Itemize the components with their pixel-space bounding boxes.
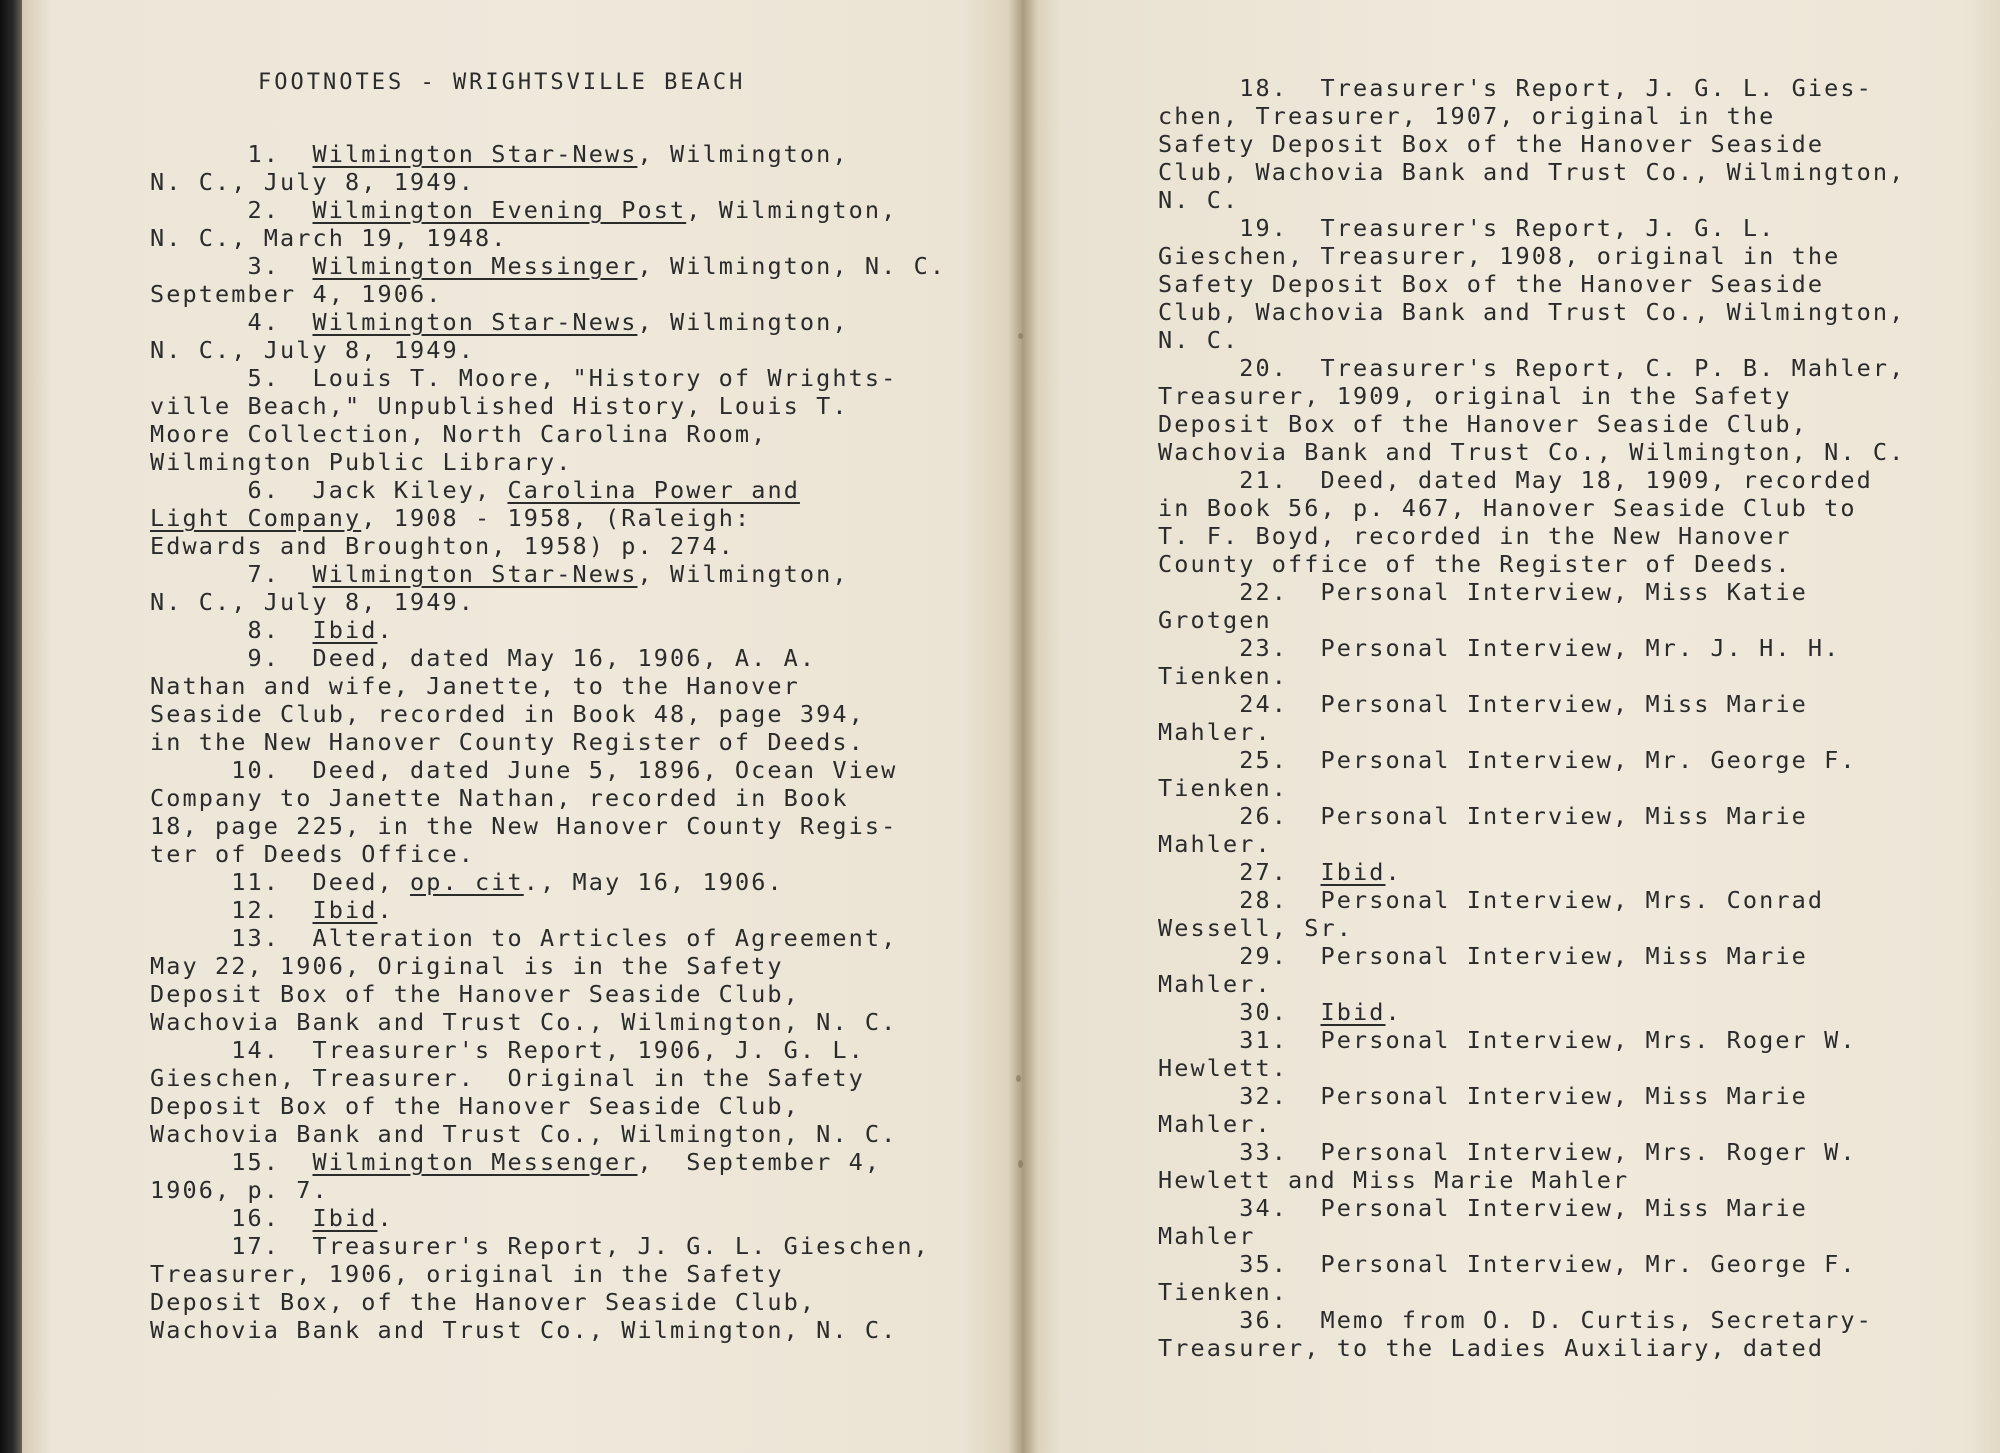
footnote-text: Gieschen, Treasurer. Original in the Safety <box>150 1064 865 1092</box>
footnote-text: 29. Personal Interview, Miss Marie <box>1158 942 1808 970</box>
footnote-line <box>150 1064 946 1092</box>
footnote-text: chen, Treasurer, 1907, original in the <box>1158 102 1776 130</box>
footnote-text: 26. Personal Interview, Miss Marie <box>1158 802 1808 830</box>
footnote-line <box>1158 718 1905 746</box>
footnote-line <box>150 1092 946 1120</box>
footnote-text: ter of Deeds Office. <box>150 840 475 868</box>
footnote-text: 20. Treasurer's Report, C. P. B. Mahler, <box>1158 354 1906 382</box>
footnote-line <box>1158 326 1905 354</box>
underlined-citation: Ibid <box>1320 858 1386 886</box>
footnote-line <box>1158 102 1905 130</box>
footnote-text: T. F. Boyd, recorded in the New Hanover <box>1158 522 1792 550</box>
footnote-text: Treasurer, 1906, original in the Safety <box>150 1260 784 1288</box>
footnote-line <box>150 672 946 700</box>
footnote-line <box>1158 298 1905 326</box>
footnote-line <box>150 336 946 364</box>
footnote-text: 27. <box>1158 858 1321 886</box>
footnote-line <box>1158 886 1905 914</box>
right-page <box>1022 0 2000 1453</box>
footnote-text: Deposit Box, of the Hanover Seaside Club, <box>150 1288 817 1316</box>
footnote-text: 10. Deed, dated June 5, 1896, Ocean View <box>150 756 898 784</box>
footnote-line <box>1158 158 1905 186</box>
footnote-text: . <box>377 616 394 644</box>
footnote-text: , September 4, <box>637 1148 882 1176</box>
footnote-line <box>1158 74 1905 102</box>
footnote-text: Safety Deposit Box of the Hanover Seaside <box>1158 270 1825 298</box>
footnote-text: N. C., July 8, 1949. <box>150 336 475 364</box>
footnote-text: 1906, p. 7. <box>150 1176 329 1204</box>
left-page <box>22 0 1022 1453</box>
footnote-text: Moore Collection, North Carolina Room, <box>150 420 768 448</box>
underlined-citation: Ibid <box>312 1204 378 1232</box>
footnote-text: Wachovia Bank and Trust Co., Wilmington, N. C. <box>150 1120 898 1148</box>
footnote-text: 12. <box>150 896 313 924</box>
footnote-line <box>150 700 946 728</box>
paper-speck <box>1018 333 1023 339</box>
footnote-text: ville Beach," Unpublished History, Louis T. <box>150 392 849 420</box>
footnote-line <box>150 196 946 224</box>
footnote-text: Deposit Box of the Hanover Seaside Club, <box>150 1092 800 1120</box>
paper-speck <box>1018 1160 1023 1168</box>
footnote-text: 2. <box>150 196 313 224</box>
footnote-text: Edwards and Broughton, 1958) p. 274. <box>150 532 735 560</box>
footnote-line <box>150 840 946 868</box>
footnote-text: 34. Personal Interview, Miss Marie <box>1158 1194 1808 1222</box>
footnote-line <box>150 868 946 896</box>
book-cover-edge <box>0 0 22 1453</box>
footnote-line <box>1158 410 1905 438</box>
footnote-line <box>1158 1222 1905 1250</box>
footnote-line <box>150 308 946 336</box>
footnote-line <box>150 252 946 280</box>
footnote-line <box>1158 466 1905 494</box>
footnote-line <box>1158 1278 1905 1306</box>
footnote-text: 30. <box>1158 998 1321 1026</box>
footnote-line <box>150 1260 946 1288</box>
footnote-text: Mahler <box>1158 1222 1256 1250</box>
footnotes-column-right <box>1158 74 1905 1362</box>
footnote-line <box>150 1204 946 1232</box>
underlined-citation: Wilmington Star-News <box>312 308 638 336</box>
footnote-line <box>1158 858 1905 886</box>
footnote-text: 24. Personal Interview, Miss Marie <box>1158 690 1808 718</box>
footnote-text: N. C., July 8, 1949. <box>150 168 475 196</box>
footnote-text: 35. Personal Interview, Mr. George F. <box>1158 1250 1857 1278</box>
footnote-text: 22. Personal Interview, Miss Katie <box>1158 578 1808 606</box>
footnote-text: Treasurer, to the Ladies Auxiliary, dated <box>1158 1334 1825 1362</box>
footnote-line <box>1158 186 1905 214</box>
footnote-line <box>150 364 946 392</box>
footnote-text: Wachovia Bank and Trust Co., Wilmington, N. C. <box>150 1316 898 1344</box>
footnote-text: Company to Janette Nathan, recorded in Book <box>150 784 849 812</box>
footnote-line <box>1158 1306 1905 1334</box>
footnote-text: N. C. <box>1158 326 1240 354</box>
footnote-text: Gieschen, Treasurer, 1908, original in the <box>1158 242 1841 270</box>
footnote-text: Wilmington Public Library. <box>150 448 573 476</box>
footnote-line <box>1158 242 1905 270</box>
footnote-line <box>150 784 946 812</box>
footnote-line <box>150 924 946 952</box>
footnote-line <box>1158 1026 1905 1054</box>
footnote-line <box>1158 550 1905 578</box>
footnote-line <box>1158 746 1905 774</box>
footnote-line <box>150 588 946 616</box>
footnote-text: Hewlett. <box>1158 1054 1288 1082</box>
footnote-line <box>150 1148 946 1176</box>
footnote-line <box>1158 1250 1905 1278</box>
footnote-text: Seaside Club, recorded in Book 48, page 394, <box>150 700 865 728</box>
footnote-text: . <box>377 896 394 924</box>
footnote-text: 3. <box>150 252 313 280</box>
footnote-line <box>1158 662 1905 690</box>
footnote-text: Deposit Box of the Hanover Seaside Club, <box>1158 410 1808 438</box>
footnote-line <box>1158 214 1905 242</box>
footnote-line <box>1158 970 1905 998</box>
footnote-line <box>1158 494 1905 522</box>
footnote-line <box>150 756 946 784</box>
footnote-text: , Wilmington, <box>686 196 898 224</box>
footnote-text: Treasurer, 1909, original in the Safety <box>1158 382 1792 410</box>
footnote-text: 25. Personal Interview, Mr. George F. <box>1158 746 1857 774</box>
footnote-text: Club, Wachovia Bank and Trust Co., Wilmington, <box>1158 298 1906 326</box>
underlined-citation: Ibid <box>312 896 378 924</box>
footnote-text: 13. Alteration to Articles of Agreement, <box>150 924 898 952</box>
underlined-citation: Light Company <box>150 504 362 532</box>
footnote-line <box>150 1288 946 1316</box>
footnote-text: , Wilmington, N. C. <box>637 252 947 280</box>
footnote-text: ., May 16, 1906. <box>523 868 784 896</box>
footnote-text: 14. Treasurer's Report, 1906, J. G. L. <box>150 1036 865 1064</box>
footnote-line <box>150 532 946 560</box>
footnote-text: 9. Deed, dated May 16, 1906, A. A. <box>150 644 817 672</box>
footnote-text: Mahler. <box>1158 970 1272 998</box>
footnote-line <box>150 980 946 1008</box>
footnote-text: 36. Memo from O. D. Curtis, Secretary- <box>1158 1306 1873 1334</box>
footnote-line <box>1158 1082 1905 1110</box>
footnote-line <box>1158 942 1905 970</box>
footnote-line <box>150 1036 946 1064</box>
footnote-line <box>1158 1334 1905 1362</box>
footnote-text: 6. Jack Kiley, <box>150 476 508 504</box>
footnote-text: . <box>377 1204 394 1232</box>
footnote-text: Hewlett and Miss Marie Mahler <box>1158 1166 1630 1194</box>
footnote-line <box>150 1232 946 1260</box>
footnote-line <box>150 728 946 756</box>
footnote-text: Wessell, Sr. <box>1158 914 1353 942</box>
footnote-line <box>150 504 946 532</box>
page-title: FOOTNOTES - WRIGHTSVILLE BEACH <box>258 70 746 95</box>
underlined-citation: Ibid <box>1320 998 1386 1026</box>
footnote-text: County office of the Register of Deeds. <box>1158 550 1792 578</box>
footnote-text: 23. Personal Interview, Mr. J. H. H. <box>1158 634 1841 662</box>
footnote-text: Nathan and wife, Janette, to the Hanover <box>150 672 800 700</box>
footnote-text: Tienken. <box>1158 774 1288 802</box>
footnote-line <box>150 644 946 672</box>
footnote-line <box>150 812 946 840</box>
footnote-text: , Wilmington, <box>637 140 849 168</box>
footnote-text: 11. Deed, <box>150 868 410 896</box>
footnote-line <box>1158 998 1905 1026</box>
footnote-text: Mahler. <box>1158 830 1272 858</box>
footnote-line <box>150 280 946 308</box>
footnote-line <box>1158 1138 1905 1166</box>
footnote-text: 28. Personal Interview, Mrs. Conrad <box>1158 886 1825 914</box>
footnote-text: 15. <box>150 1148 313 1176</box>
footnote-line <box>1158 606 1905 634</box>
footnote-line <box>1158 382 1905 410</box>
footnote-line <box>150 392 946 420</box>
footnote-text: 21. Deed, dated May 18, 1909, recorded <box>1158 466 1873 494</box>
footnote-text: Grotgen <box>1158 606 1272 634</box>
footnote-text: Club, Wachovia Bank and Trust Co., Wilmington, <box>1158 158 1906 186</box>
paper-speck <box>1016 1075 1021 1082</box>
footnote-text: Tienken. <box>1158 1278 1288 1306</box>
footnote-line <box>150 1008 946 1036</box>
footnote-text: 7. <box>150 560 313 588</box>
footnote-text: Wachovia Bank and Trust Co., Wilmington, N. C. <box>150 1008 898 1036</box>
footnote-line <box>150 168 946 196</box>
footnote-line <box>150 1120 946 1148</box>
footnote-line <box>150 896 946 924</box>
footnote-text: N. C., March 19, 1948. <box>150 224 508 252</box>
footnote-text: . <box>1385 998 1402 1026</box>
footnote-text: in the New Hanover County Register of Deeds. <box>150 728 865 756</box>
footnote-text: N. C. <box>1158 186 1240 214</box>
footnote-text: Safety Deposit Box of the Hanover Seaside <box>1158 130 1825 158</box>
underlined-citation: Ibid <box>312 616 378 644</box>
footnote-line <box>1158 438 1905 466</box>
footnote-line <box>1158 914 1905 942</box>
footnote-text: Wachovia Bank and Trust Co., Wilmington, N. C. <box>1158 438 1906 466</box>
footnote-line <box>1158 690 1905 718</box>
footnote-line <box>150 952 946 980</box>
footnote-line <box>150 476 946 504</box>
underlined-citation: Wilmington Messenger <box>312 1148 638 1176</box>
footnote-line <box>1158 1194 1905 1222</box>
footnote-line <box>150 420 946 448</box>
footnote-line <box>150 224 946 252</box>
footnote-line <box>1158 522 1905 550</box>
footnote-line <box>1158 1166 1905 1194</box>
footnote-line <box>1158 634 1905 662</box>
footnote-text: 31. Personal Interview, Mrs. Roger W. <box>1158 1026 1857 1054</box>
footnote-line <box>1158 270 1905 298</box>
footnote-text: 8. <box>150 616 313 644</box>
footnote-line <box>150 1316 946 1344</box>
footnote-text: Mahler. <box>1158 718 1272 746</box>
footnote-line <box>150 140 946 168</box>
book-gutter <box>1008 0 1038 1453</box>
footnote-text: May 22, 1906, Original is in the Safety <box>150 952 784 980</box>
footnote-text: 19. Treasurer's Report, J. G. L. <box>1158 214 1776 242</box>
underlined-citation: Wilmington Evening Post <box>312 196 687 224</box>
footnote-text: 33. Personal Interview, Mrs. Roger W. <box>1158 1138 1857 1166</box>
footnote-line <box>150 448 946 476</box>
footnote-text: 32. Personal Interview, Miss Marie <box>1158 1082 1808 1110</box>
footnote-line <box>1158 354 1905 382</box>
footnote-line <box>1158 830 1905 858</box>
footnote-text: , Wilmington, <box>637 560 849 588</box>
underlined-citation: Wilmington Star-News <box>312 140 638 168</box>
footnote-text: 1. <box>150 140 313 168</box>
footnote-text: Deposit Box of the Hanover Seaside Club, <box>150 980 800 1008</box>
footnote-text: , 1908 - 1958, (Raleigh: <box>361 504 752 532</box>
footnote-text: Tienken. <box>1158 662 1288 690</box>
footnote-line <box>1158 1054 1905 1082</box>
footnote-line <box>150 616 946 644</box>
footnote-text: 18, page 225, in the New Hanover County Regis- <box>150 812 898 840</box>
footnote-line <box>1158 774 1905 802</box>
footnote-line <box>150 560 946 588</box>
footnote-text: N. C., July 8, 1949. <box>150 588 475 616</box>
footnote-text: , Wilmington, <box>637 308 849 336</box>
footnote-text: . <box>1385 858 1402 886</box>
footnote-line <box>1158 1110 1905 1138</box>
footnote-text: 5. Louis T. Moore, "History of Wrights- <box>150 364 898 392</box>
footnote-text: Mahler. <box>1158 1110 1272 1138</box>
footnote-line <box>1158 802 1905 830</box>
footnote-line <box>1158 578 1905 606</box>
underlined-citation: Carolina Power and <box>507 476 800 504</box>
footnote-text: 18. Treasurer's Report, J. G. L. Gies- <box>1158 74 1873 102</box>
footnote-line <box>1158 130 1905 158</box>
footnote-text: in Book 56, p. 467, Hanover Seaside Club to <box>1158 494 1857 522</box>
footnotes-column-left <box>150 140 946 1344</box>
underlined-citation: Wilmington Star-News <box>312 560 638 588</box>
underlined-citation: op. cit <box>409 868 524 896</box>
footnote-text: 16. <box>150 1204 313 1232</box>
footnote-text: September 4, 1906. <box>150 280 443 308</box>
footnote-text: 17. Treasurer's Report, J. G. L. Gieschen, <box>150 1232 930 1260</box>
footnote-text: 4. <box>150 308 313 336</box>
underlined-citation: Wilmington Messinger <box>312 252 638 280</box>
footnote-line <box>150 1176 946 1204</box>
